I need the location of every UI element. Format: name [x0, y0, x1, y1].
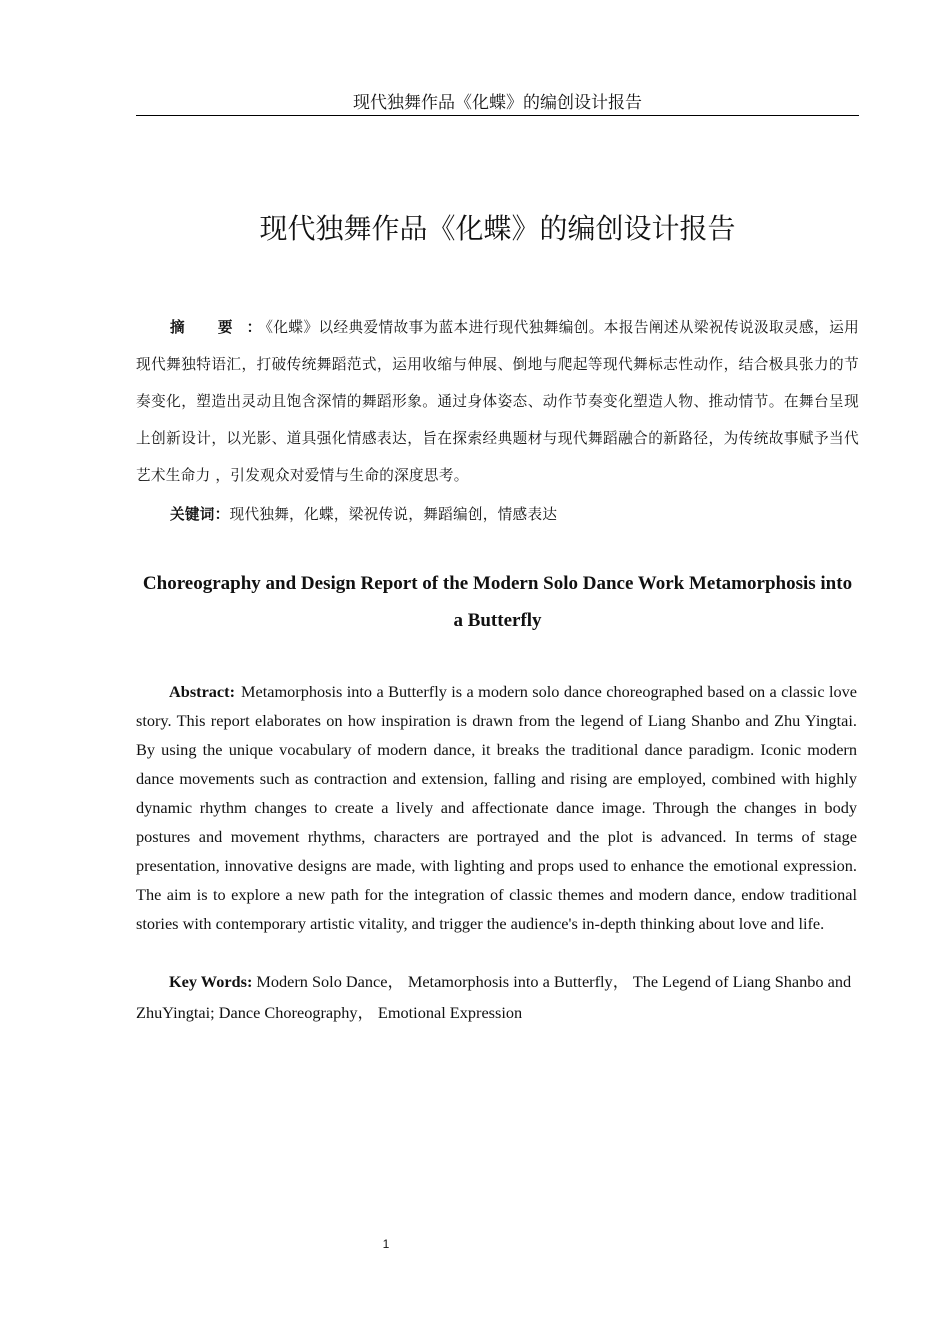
- english-keywords-label: Key Words:: [169, 972, 253, 991]
- english-keywords-text: Modern Solo Dance， Metamorphosis into a Butterfly， The Legend of Liang Shanbo and ZhuYingtai; Dance Choreography， Emotional Expression: [136, 972, 852, 1022]
- chinese-abstract-text: 《化蝶》以经典爱情故事为蓝本进行现代独舞编创。本报告阐述从梁祝传说汲取灵感，运用现代舞独特语汇，打破传统舞蹈范式，运用收缩与伸展、倒地与爬起等现代舞标志性动作，结合极具张力的节奏变化，塑造出灵动且饱含深情的舞蹈形象。通过身体姿态、动作节奏变化塑造人物、推动情节。在舞台呈现上创新设计，以光影、道具强化情感表达，旨在探索经典题材与现代舞蹈融合的新路径，为传统故事赋予当代艺术生命力 ，引发观众对爱情与生命的深度思考。: [136, 319, 859, 484]
- chinese-abstract: [136, 309, 859, 494]
- english-title: Choreography and Design Report of the Modern Solo Dance Work Metamorphosis into a Butterfly: [142, 573, 853, 631]
- chinese-abstract-label: 摘 要: [170, 319, 247, 336]
- page-number: 1: [382, 1237, 390, 1251]
- chinese-keywords-label: 关键词：: [170, 506, 230, 523]
- chinese-abstract-colon: ：: [246, 319, 262, 336]
- english-abstract: [136, 677, 857, 938]
- chinese-title: 现代独舞作品《化蝶》的编创设计报告: [259, 212, 736, 245]
- running-header: 现代独舞作品《化蝶》的编创设计报告: [136, 92, 859, 116]
- english-keywords: [136, 966, 859, 1028]
- chinese-keywords: [170, 502, 859, 528]
- english-abstract-text: Metamorphosis into a Butterfly is a modern solo dance choreographed based on a classic love story. This report elaborates on how inspiration is drawn from the legend of Liang Shanbo and Zhu Yingtai. By using the unique vocabulary of modern dance, it breaks the traditional dance paradigm. Iconic modern dance movements such as contraction and extension, falling and rising are employed, combined with highly dynamic rhythm changes to create a lively and affectionate dance image. Through the changes in body postures and movement rhythms, characters are portrayed and the plot is advanced. In terms of stage presentation, innovative designs are made, with lighting and props used to enhance the emotional expression. The aim is to explore a new path for the integration of classic themes and modern dance, endow traditional stories with contemporary artistic vitality, and trigger the audience's in-depth thinking about love and life.: [136, 682, 857, 933]
- english-abstract-label: Abstract:: [169, 682, 236, 701]
- chinese-keywords-text: 现代独舞，化蝶，梁祝传说，舞蹈编创，情感表达: [229, 506, 558, 523]
